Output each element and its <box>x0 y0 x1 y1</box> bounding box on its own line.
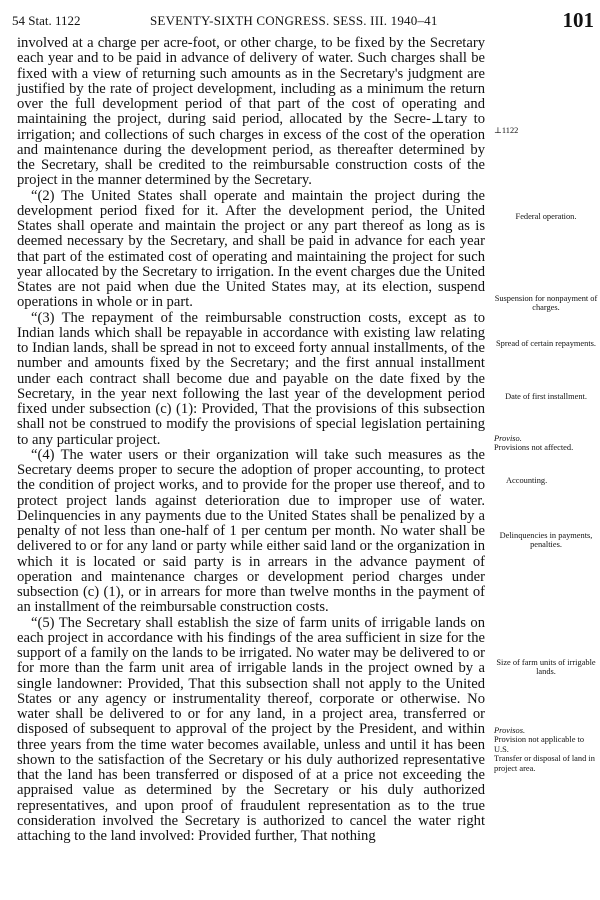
paragraph-4: “(4) The water users or their organization will take such measures as the Secretary deems proper to secure the adoption of proper accounting, to protect the condition of project works, and to provide for the proper use thereof, and to protect project lands against deterioration due to improper use of water. Delinquencies in any payments due to the United States shall be penalized by a penalty of not less than one-half of 1 per centum per month. No water shall be delivered to or for any land or party while either said land or the organization in which it is located or said party is in arrears in the advance payment of operation and maintenance charges or development period charges under subsection (c) (1), or in arrears for more than twelve months in the payment of an installment of the reimbursable construction costs. <box>17 446 485 616</box>
margin-provisos <box>494 726 598 773</box>
statute-citation: 54 Stat. 1122 <box>12 13 81 28</box>
paragraph-2: “(2) The United States shall operate and maintain the project during the development period fixed for it. After the development period, the United States shall operate and maintain the project or any part thereof as long as is deemed necessary by the Secretary, and shall be paid in advance for each year that part of the estimated cost of operating and maintaining the project for such year allocated by the Secretary to irrigation. In the event charges due the United States are not paid when due the United States may, at its election, suspend operations in whole or in part. <box>17 187 485 311</box>
page-number: 101 <box>562 8 594 32</box>
margin-proviso <box>494 434 598 453</box>
paragraph-5: “(5) The Secretary shall establish the size of farm units of irrigable lands on each project in accordance with his findings of the area sufficient in size for the support of a family on the lands to be irrigated. No water may be delivered to or for more than the farm unit area of irrigable lands in the project owned by a single landowner: Provided, That this subsection shall not apply to the United States or any agency or instrumentality thereof, corporate or otherwise. No water shall be delivered to or for any land, in a project area, transferred or disposed of subsequent to approval of the project by the President, and within three years from the time water becomes available, unless and until it has been shown to the satisfaction of the Secretary or his duly authorized representative that the land has been transferred or disposed of at a price not exceeding the appraised value as determined by the Secretary or his duly authorized representatives, and upon proof of fraudulent representation as to the true consideration involved the Secretary is authorized to cancel the water right attaching to the land involved: Provided further, That nothing <box>17 614 485 844</box>
running-head: SEVENTY-SIXTH CONGRESS. SESS. III. 1940–41 <box>150 13 438 28</box>
margin-accounting: Accounting. <box>506 476 548 485</box>
margin-delinquencies: Delinquencies in payments, penalties. <box>499 531 593 550</box>
margin-notes <box>494 0 598 900</box>
margin-proviso-label: Proviso. <box>494 434 522 443</box>
margin-farm-units: Size of farm units of irrigable lands. <box>496 658 596 677</box>
paragraph-continuation: involved at a charge per acre-foot, or other charge, to be fixed by the Secretary each year and to be paid in advance of delivery of water. Such charges shall be fixed with a view of returning such amounts as in the Secretary's judgment are justified by the rate of project development, including as a minimum the return over the full development period of that part of the cost of operating and maintaining the project, during said period, allocated by the Secre-⊥tary to irrigation; and collections of such charges in excess of the cost of the operation and maintenance during the development period, as thereafter determined by the Secretary, shall be credited to the reimbursable construction costs of the project in the manner determined by the Secretary. <box>17 35 485 189</box>
statute-body <box>17 36 485 844</box>
margin-proviso-text: Provisions not affected. <box>494 443 574 453</box>
paragraph-3: “(3) The repayment of the reimbursable construction costs, except as to Indian lands which shall be repayable in accordance with existing law relating to Indian lands, shall be spread in not to exceed forty annual installments, of the number and amounts fixed by the Secretary; and the first annual installment under each contract shall become due and payable on the date fixed by the Secretary, in the year next following the last year of the development period fixed under subsection (c) (1): Provided, That the provisions of this subsection shall not be construed to modify the provisions of special legislation pertaining to any particular project. <box>17 309 485 448</box>
margin-suspension: Suspension for nonpayment of charges. <box>494 294 598 313</box>
margin-provisos-us: Provision not applicable to U.S. <box>494 735 585 754</box>
margin-stat-ref: ⊥1122 <box>494 126 519 135</box>
margin-first-installment: Date of first installment. <box>505 392 587 401</box>
margin-federal-operation: Federal operation. <box>515 212 577 221</box>
margin-provisos-transfer: Transfer or disposal of land in project area. <box>494 754 595 773</box>
margin-spread-repayments: Spread of certain repayments. <box>496 339 596 348</box>
margin-provisos-label: Provisos. <box>494 726 526 735</box>
